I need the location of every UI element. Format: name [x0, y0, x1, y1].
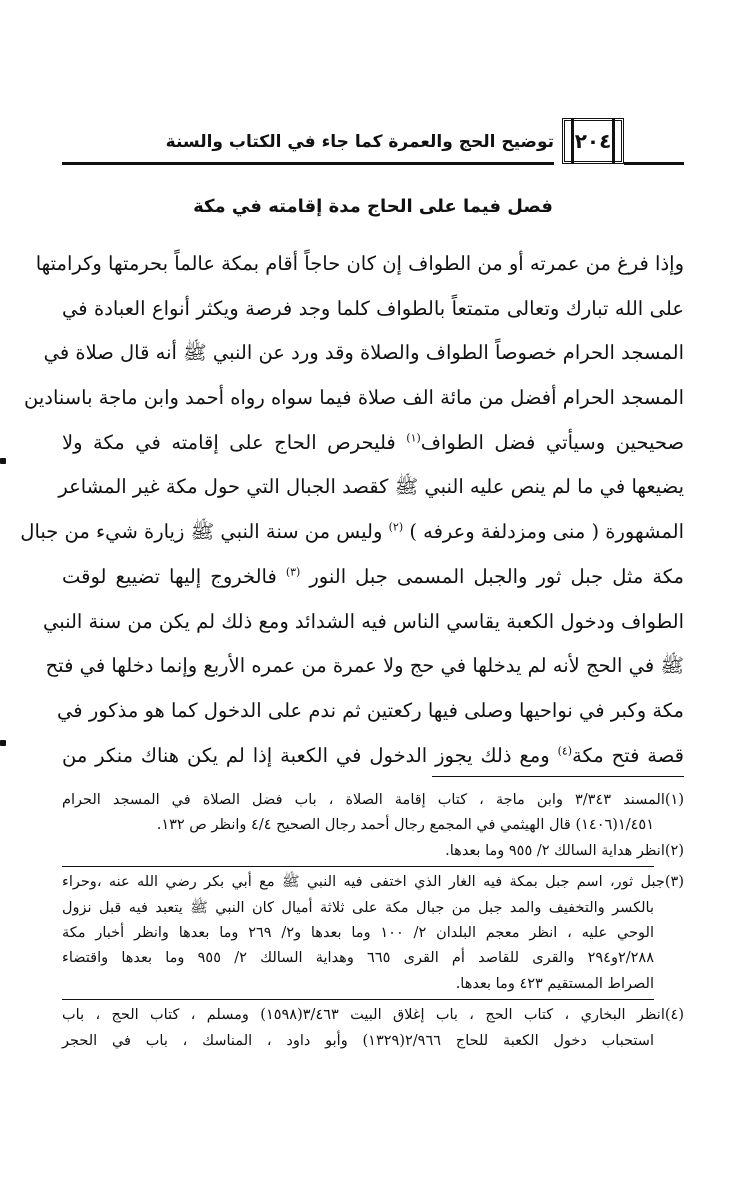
header-rule-right [624, 162, 684, 165]
footnote-line: (٢)انظر هداية السالك ٢/ ٩٥٥ وما بعدها. [445, 842, 684, 859]
running-title: توضيح الحج والعمرة كما جاء في الكتاب والسنة [165, 132, 554, 152]
body-line: المسجد الحرام خصوصاً الطواف والصلاة وقد ورد عن النبي ﷺ أنه قال صلاة في [43, 341, 684, 365]
footnote-ref: (٣) [285, 565, 301, 579]
footnote-ref: (٢) [388, 520, 404, 534]
body-line: وإذا فرغ من عمرته أو من الطواف إن كان حاجاً أقام بمكة عالماً بحرمتها وكرامتها [35, 252, 684, 275]
footnote-line: الصراط المستقيم ٤٢٣ وما بعدها. [455, 975, 654, 992]
body-line: مكة وكبر في نواحيها وصلى فيها ركعتين ثم ندم على الدخول كما هو مذكور في [57, 698, 684, 722]
page-number-frame [562, 118, 624, 164]
header-rule [62, 162, 554, 165]
body-text [20, 242, 685, 778]
footnote-line: بالكسر والتخفيف والمد جبل من جبال مكة على ثلاثة أميال كان النبي ﷺ يتعبد فيه قبل نزول [62, 899, 654, 916]
footnote-separator [432, 776, 684, 777]
footnote-divider [62, 999, 654, 1000]
footnote-line: (١)المسند ٣/٣٤٣ وابن ماجة ، كتاب إقامة الصلاة ، باب فضل الصلاة في المسجد الحرام [62, 792, 684, 808]
footnote-divider [62, 866, 654, 867]
body-line: مكة مثل جبل ثور والجبل المسمى جبل النور $^{(٣)}$ فالخروج إليها تضييع لوقت [62, 564, 684, 588]
section-heading: فصل فيما على الحاج مدة إقامته في مكة [193, 196, 553, 217]
footnote-line: الوحي عليه ، انظر معجم البلدان ٢/ ١٠٠ وما بعدها و٢/ ٢٦٩ وما بعدها وانظر أخبار مكة [62, 924, 654, 941]
body-line: الطواف ودخول الكعبة يقاسي الناس فيه الشدائد ومع ذلك لم يكن من سنة النبي [42, 609, 684, 633]
footnote-line: (٣)جبل ثور، اسم جبل بمكة فيه الغار الذي اختفى فيه النبي ﷺ مع أبي بكر رضي الله عنه ،وحراء [62, 874, 684, 891]
footnote-4 [62, 1003, 684, 1054]
body-line: على الله تبارك وتعالى متمتعاً بالطواف كلما وجد فرصة ويكثر أنواع العبادة في [62, 296, 684, 320]
footnotes [62, 788, 684, 1054]
margin-mark [0, 458, 6, 464]
footnote-line: ١/٤٥١(١٤٠٦) قال الهيثمي في المجمع رجال أحمد رجال الصحيح ٤/٤ وانظر ص ١٣٢. [156, 817, 654, 834]
footnote-line: ٢/٢٨٨و٢٩٤ والقرى للقاصد أم القرى ٦٦٥ وهداية السالك ٢/ ٩٥٥ وما بعدها واقتضاء [62, 950, 654, 967]
footnote-2 [62, 839, 684, 864]
body-line: يضيعها في ما لم ينص عليه النبي ﷺ كقصد الجبال التي حول مكة غير المشاعر [58, 475, 684, 499]
body-line: المشهورة ( منى ومزدلفة وعرفه ) $^{(٢)}$ وليس من سنة النبي ﷺ زيارة شيء من جبال [20, 520, 684, 544]
footnote-1 [62, 788, 684, 839]
body-line: ﷺ في الحج لأنه لم يدخلها في حج ولا عمرة من عمره الأربع وإنما دخلها في فتح [45, 654, 684, 678]
page-number: ٢٠٤ [574, 129, 612, 153]
body-line: قصة فتح مكة$^{(٤)}$ ومع ذلك يجوز الدخول في الكعبة إذا لم يكن هناك منكر من [62, 743, 684, 767]
footnote-line: (٤)انظر البخاري ، كتاب الحج ، باب إغلاق البيت ٣/٤٦٣(١٥٩٨) ومسلم ، كتاب الحج ، باب [62, 1007, 684, 1024]
page-header [62, 110, 684, 170]
margin-mark [0, 740, 6, 746]
footnote-3 [62, 870, 684, 997]
footnote-ref: (١) [406, 431, 421, 445]
footnote-line: استحباب دخول الكعبة للحاج ٢/٩٦٦(١٣٢٩) وأبو داود ، المناسك ، باب في الحجر [62, 1032, 654, 1049]
body-line: صحيحين وسيأتي فضل الطواف$^{(١)}$ فليحرص الحاج على إقامته في مكة ولا [62, 430, 685, 454]
body-line: المسجد الحرام أفضل من مائة الف صلاة فيما سواه رواه أحمد وابن ماجة باسنادين [24, 386, 684, 410]
footnote-ref: (٤) [557, 744, 573, 758]
